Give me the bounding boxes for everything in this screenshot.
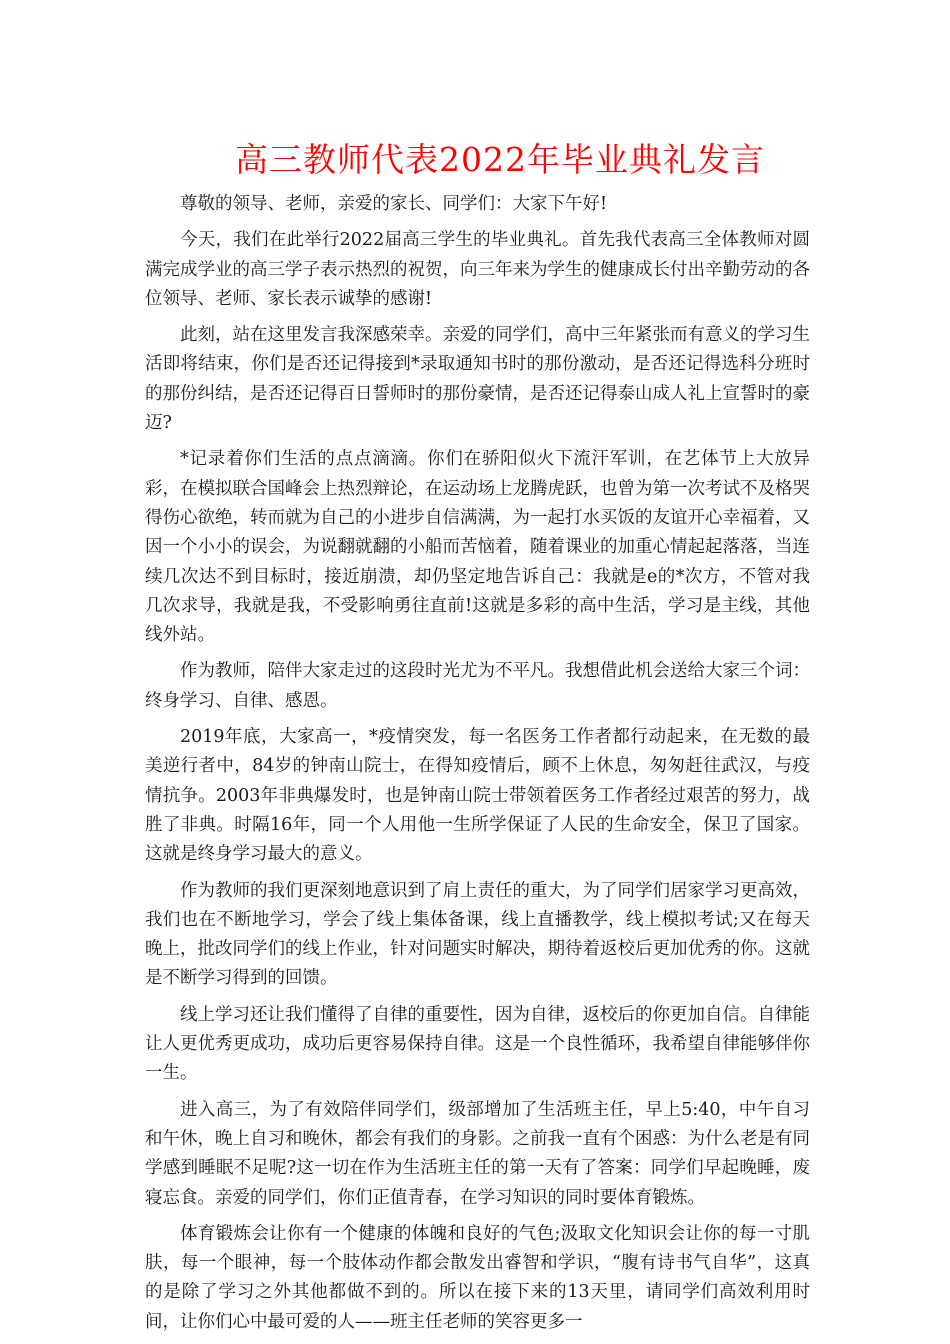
paragraph: 此刻，站在这里发言我深感荣幸。亲爱的同学们，高中三年紧张而有意义的学习生活即将结束，你们是否还记得接到*录取通知书时的那份激动，是否还记得选科分班时的那份纠结，是否还记得百日誓师时的那份豪情，是否还记得泰山成人礼上宣誓时的豪迈? [145,325,810,434]
document-title: 高三教师代表2022年毕业典礼发言 [235,140,765,179]
paragraph: 作为教师，陪伴大家走过的这段时光尤为不平凡。我想借此机会送给大家三个词：终身学习、自律、感恩。 [145,661,810,711]
paragraph: *记录着你们生活的点点滴滴。你们在骄阳似火下流汗军训，在艺体节上大放异彩，在模拟联合国峰会上热烈辩论，在运动场上龙腾虎跃，也曾为第一次考试不及格哭得伤心欲绝，转而就为自己的小进步自信满满，为一起打水买饭的友谊开心幸福着，又因一个小小的误会，为说翻就翻的小船而苦恼着，随着课业的加重心情起起落落，当连续几次达不到目标时，接近崩溃，却仍坚定地告诉自己：我就是e的*次方，不管对我几次求导，我就是我，不受影响勇往直前!这就是多彩的高中生活，学习是主线，其他线外站。 [145,449,810,646]
paragraph: 进入高三，为了有效陪伴同学们，级部增加了生活班主任，早上5:40，中午自习和午休，晚上自习和晚休，都会有我们的身影。之前我一直有个困惑：为什么老是有同学感到睡眠不足呢?这一切在作为生活班主任的第一天有了答案：同学们早起晚睡，废寝忘食。亲爱的同学们，你们正值青春，在学习知识的同时要体育锻炼。 [145,1099,810,1208]
document-body [145,190,810,1344]
paragraph: 作为教师的我们更深刻地意识到了肩上责任的重大，为了同学们居家学习更高效，我们也在不断地学习，学会了线上集体备课，线上直播教学，线上模拟考试;又在每天晚上，批改同学们的线上作业，针对问题实时解决，期待着返校后更加优秀的你。这就是不断学习得到的回馈。 [145,880,810,989]
paragraph: 体育锻炼会让你有一个健康的体魄和良好的气色;汲取文化知识会让你的每一寸肌肤，每一个眼神，每一个肢体动作都会散发出睿智和学识，“腹有诗书气自华”，这真的是除了学习之外其他都做不到的。所以在接下来的13天里，请同学们高效利用时间，让你们心中最可爱的人——班主任老师的笑容更多一 [145,1223,810,1332]
paragraph: 线上学习还让我们懂得了自律的重要性，因为自律，返校后的你更加自信。自律能让人更优秀更成功，成功后更容易保持自律。这是一个良性循环，我希望自律能够伴你一生。 [145,1004,810,1084]
paragraph: 2019年底，大家高一，*疫情突发，每一名医务工作者都行动起来，在无数的最美逆行者中，84岁的钟南山院士，在得知疫情后，顾不上休息，匆匆赶往武汉，与疫情抗争。2003年非典爆发时，也是钟南山院士带领着医务工作者经过艰苦的努力，战胜了非典。时隔16年，同一个人用他一生所学保证了人民的生命安全，保卫了国家。这就是终身学习最大的意义。 [145,727,810,865]
paragraph: 今天，我们在此举行2022届高三学生的毕业典礼。首先我代表高三全体教师对圆满完成学业的高三学子表示热烈的祝贺，向三年来为学生的健康成长付出辛勤劳动的各位领导、老师、家长表示诚挚的感谢! [145,230,810,309]
paragraph-greeting: 尊敬的领导、老师，亲爱的家长、同学们：大家下午好! [180,194,608,214]
